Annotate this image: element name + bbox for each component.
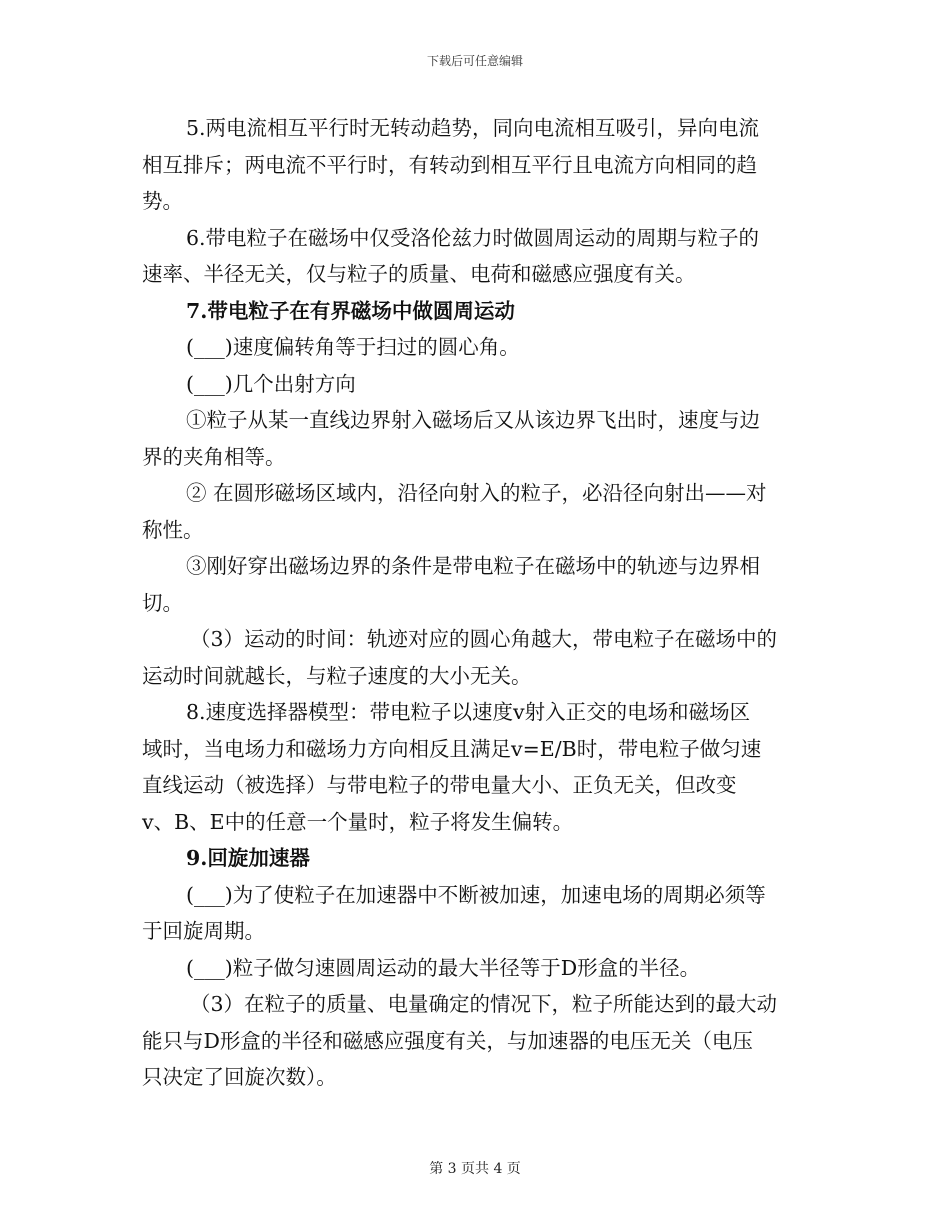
paragraph-line: (___)速度偏转角等于扫过的圆心角。	[186, 335, 520, 359]
paragraph-line: (___)粒子做匀速圆周运动的最大半径等于D形盒的半径。	[186, 955, 701, 980]
paragraph-line: ② 在圆形磁场区域内，沿径向射入的粒子，必沿径向射出——对	[186, 481, 767, 505]
paragraph-line: 直线运动（被选择）与带电粒子的带电量大小、正负无关，但改变	[142, 773, 737, 797]
paragraph-line: 6.带电粒子在磁场中仅受洛伦兹力时做圆周运动的周期与粒子的	[186, 225, 760, 250]
paragraph-line: 称性。	[142, 517, 204, 542]
page-header: 下载后可任意编辑	[426, 54, 523, 68]
paragraph-line: （3）运动的时间：轨迹对应的圆心角越大，带电粒子在磁场中的	[190, 627, 778, 651]
paragraph-line: 运动时间就越长，与粒子速度的大小无关。	[142, 663, 532, 688]
page-footer: 第 3 页共 4 页	[429, 1161, 521, 1177]
paragraph-line: 域时，当电场力和磁场力方向相反且满足v=E/B时，带电粒子做匀速	[142, 736, 762, 761]
paragraph-line: 速率、半径无关，仅与粒子的质量、电荷和磁感应强度有关。	[142, 262, 696, 286]
paragraph-line: v、B、E中的任意一个量时，粒子将发生偏转。	[142, 809, 574, 834]
paragraph-line: (___)几个出射方向	[186, 371, 356, 396]
paragraph-line: 切。	[142, 590, 183, 615]
paragraph-line: (___)为了使粒子在加速器中不断被加速，加速电场的周期必须等	[186, 882, 766, 907]
document-body	[142, 110, 810, 1096]
paragraph-line: 8.速度选择器模型：带电粒子以速度v射入正交的电场和磁场区	[186, 700, 751, 724]
paragraph-line: ①粒子从某一直线边界射入磁场后又从该边界飞出时，速度与边	[186, 408, 760, 432]
paragraph-line: 相互排斥；两电流不平行时，有转动到相互平行且电流方向相同的趋	[142, 152, 757, 177]
paragraph-line: 界的夹角相等。	[142, 444, 286, 469]
section-heading: 7.带电粒子在有界磁场中做圆周运动	[186, 298, 515, 323]
paragraph-line: 能只与D形盒的半径和磁感应强度有关，与加速器的电压无关（电压	[142, 1028, 753, 1053]
paragraph-line: 5.两电流相互平行时无转动趋势，同向电流相互吸引，异向电流	[186, 116, 760, 140]
paragraph-line: （3）在粒子的质量、电量确定的情况下，粒子所能达到的最大动	[190, 992, 778, 1016]
section-heading: 9.回旋加速器	[186, 846, 310, 870]
paragraph-line: ③刚好穿出磁场边界的条件是带电粒子在磁场中的轨迹与边界相	[186, 554, 760, 578]
paragraph-line: 于回旋周期。	[142, 919, 265, 943]
paragraph-line: 势。	[142, 189, 183, 213]
paragraph-line: 只决定了回旋次数）。	[142, 1065, 337, 1089]
